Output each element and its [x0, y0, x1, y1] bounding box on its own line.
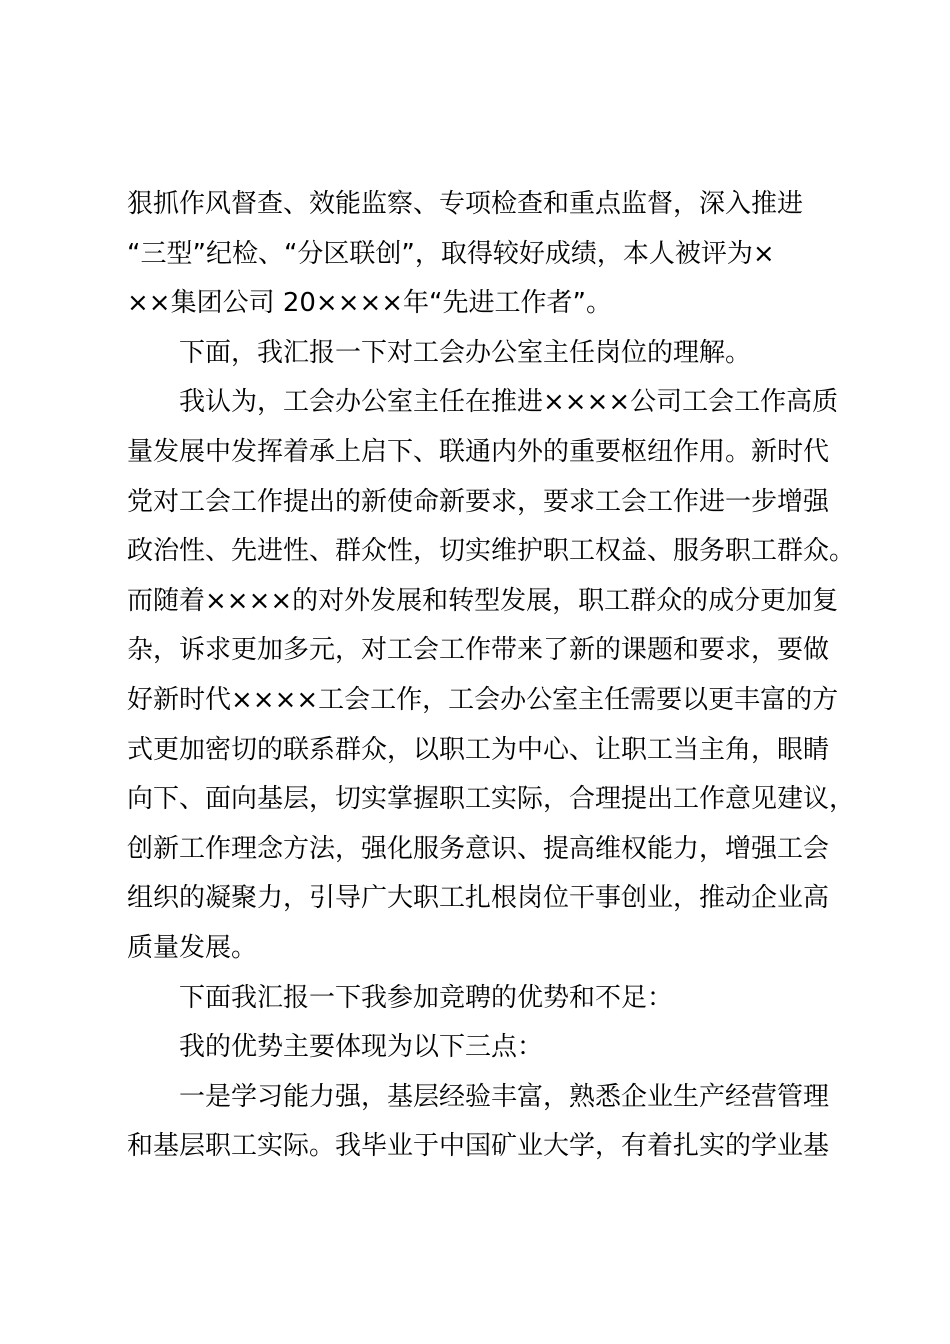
text-line: 量发展中发挥着承上启下、联通内外的重要枢纽作用。新时代 [127, 436, 830, 467]
text-line: 好新时代××××工会工作，工会办公室主任需要以更丰富的方 [127, 684, 839, 715]
text-line: 狠抓作风督查、效能监察、专项检查和重点监督，深入推进 [127, 189, 804, 219]
text-line: 下面我汇报一下我参加竞聘的优势和不足： [127, 982, 674, 1013]
text-line: 向下、面向基层，切实掌握职工实际，合理提出工作意见建议， [127, 784, 856, 815]
text-line: 我的优势主要体现为以下三点： [127, 1032, 544, 1063]
text-line: 我认为，工会办公室主任在推进××××公司工会工作高质 [127, 387, 839, 418]
document-body [127, 180, 856, 1172]
text-line: 杂，诉求更加多元，对工会工作带来了新的课题和要求，要做 [127, 635, 830, 666]
text-line: 下面，我汇报一下对工会办公室主任岗位的理解。 [127, 337, 752, 368]
text-line: 创新工作理念方法，强化服务意识、提高维权能力，增强工会 [127, 833, 830, 864]
text-line: 组织的凝聚力，引导广大职工扎根岗位干事创业，推动企业高 [127, 883, 830, 914]
text-line: 质量发展。 [127, 932, 258, 963]
text-line: 政治性、先进性、群众性，切实维护职工权益、服务职工群众。 [127, 536, 856, 567]
text-line: 一是学习能力强，基层经验丰富，熟悉企业生产经营管理 [127, 1081, 830, 1112]
text-line: 党对工会工作提出的新使命新要求，要求工会工作进一步增强 [127, 486, 830, 517]
text-line: 式更加密切的联系群众，以职工为中心、让职工当主角，眼睛 [127, 734, 830, 765]
text-line: 和基层职工实际。我毕业于中国矿业大学，有着扎实的学业基 [127, 1131, 830, 1162]
text-line: “三型”纪检、“分区联创”，取得较好成绩，本人被评为× [127, 238, 775, 269]
text-line: 而随着××××的对外发展和转型发展，职工群众的成分更加复 [127, 585, 839, 616]
text-line: ××集团公司 20××××年“先进工作者”。 [127, 288, 612, 319]
